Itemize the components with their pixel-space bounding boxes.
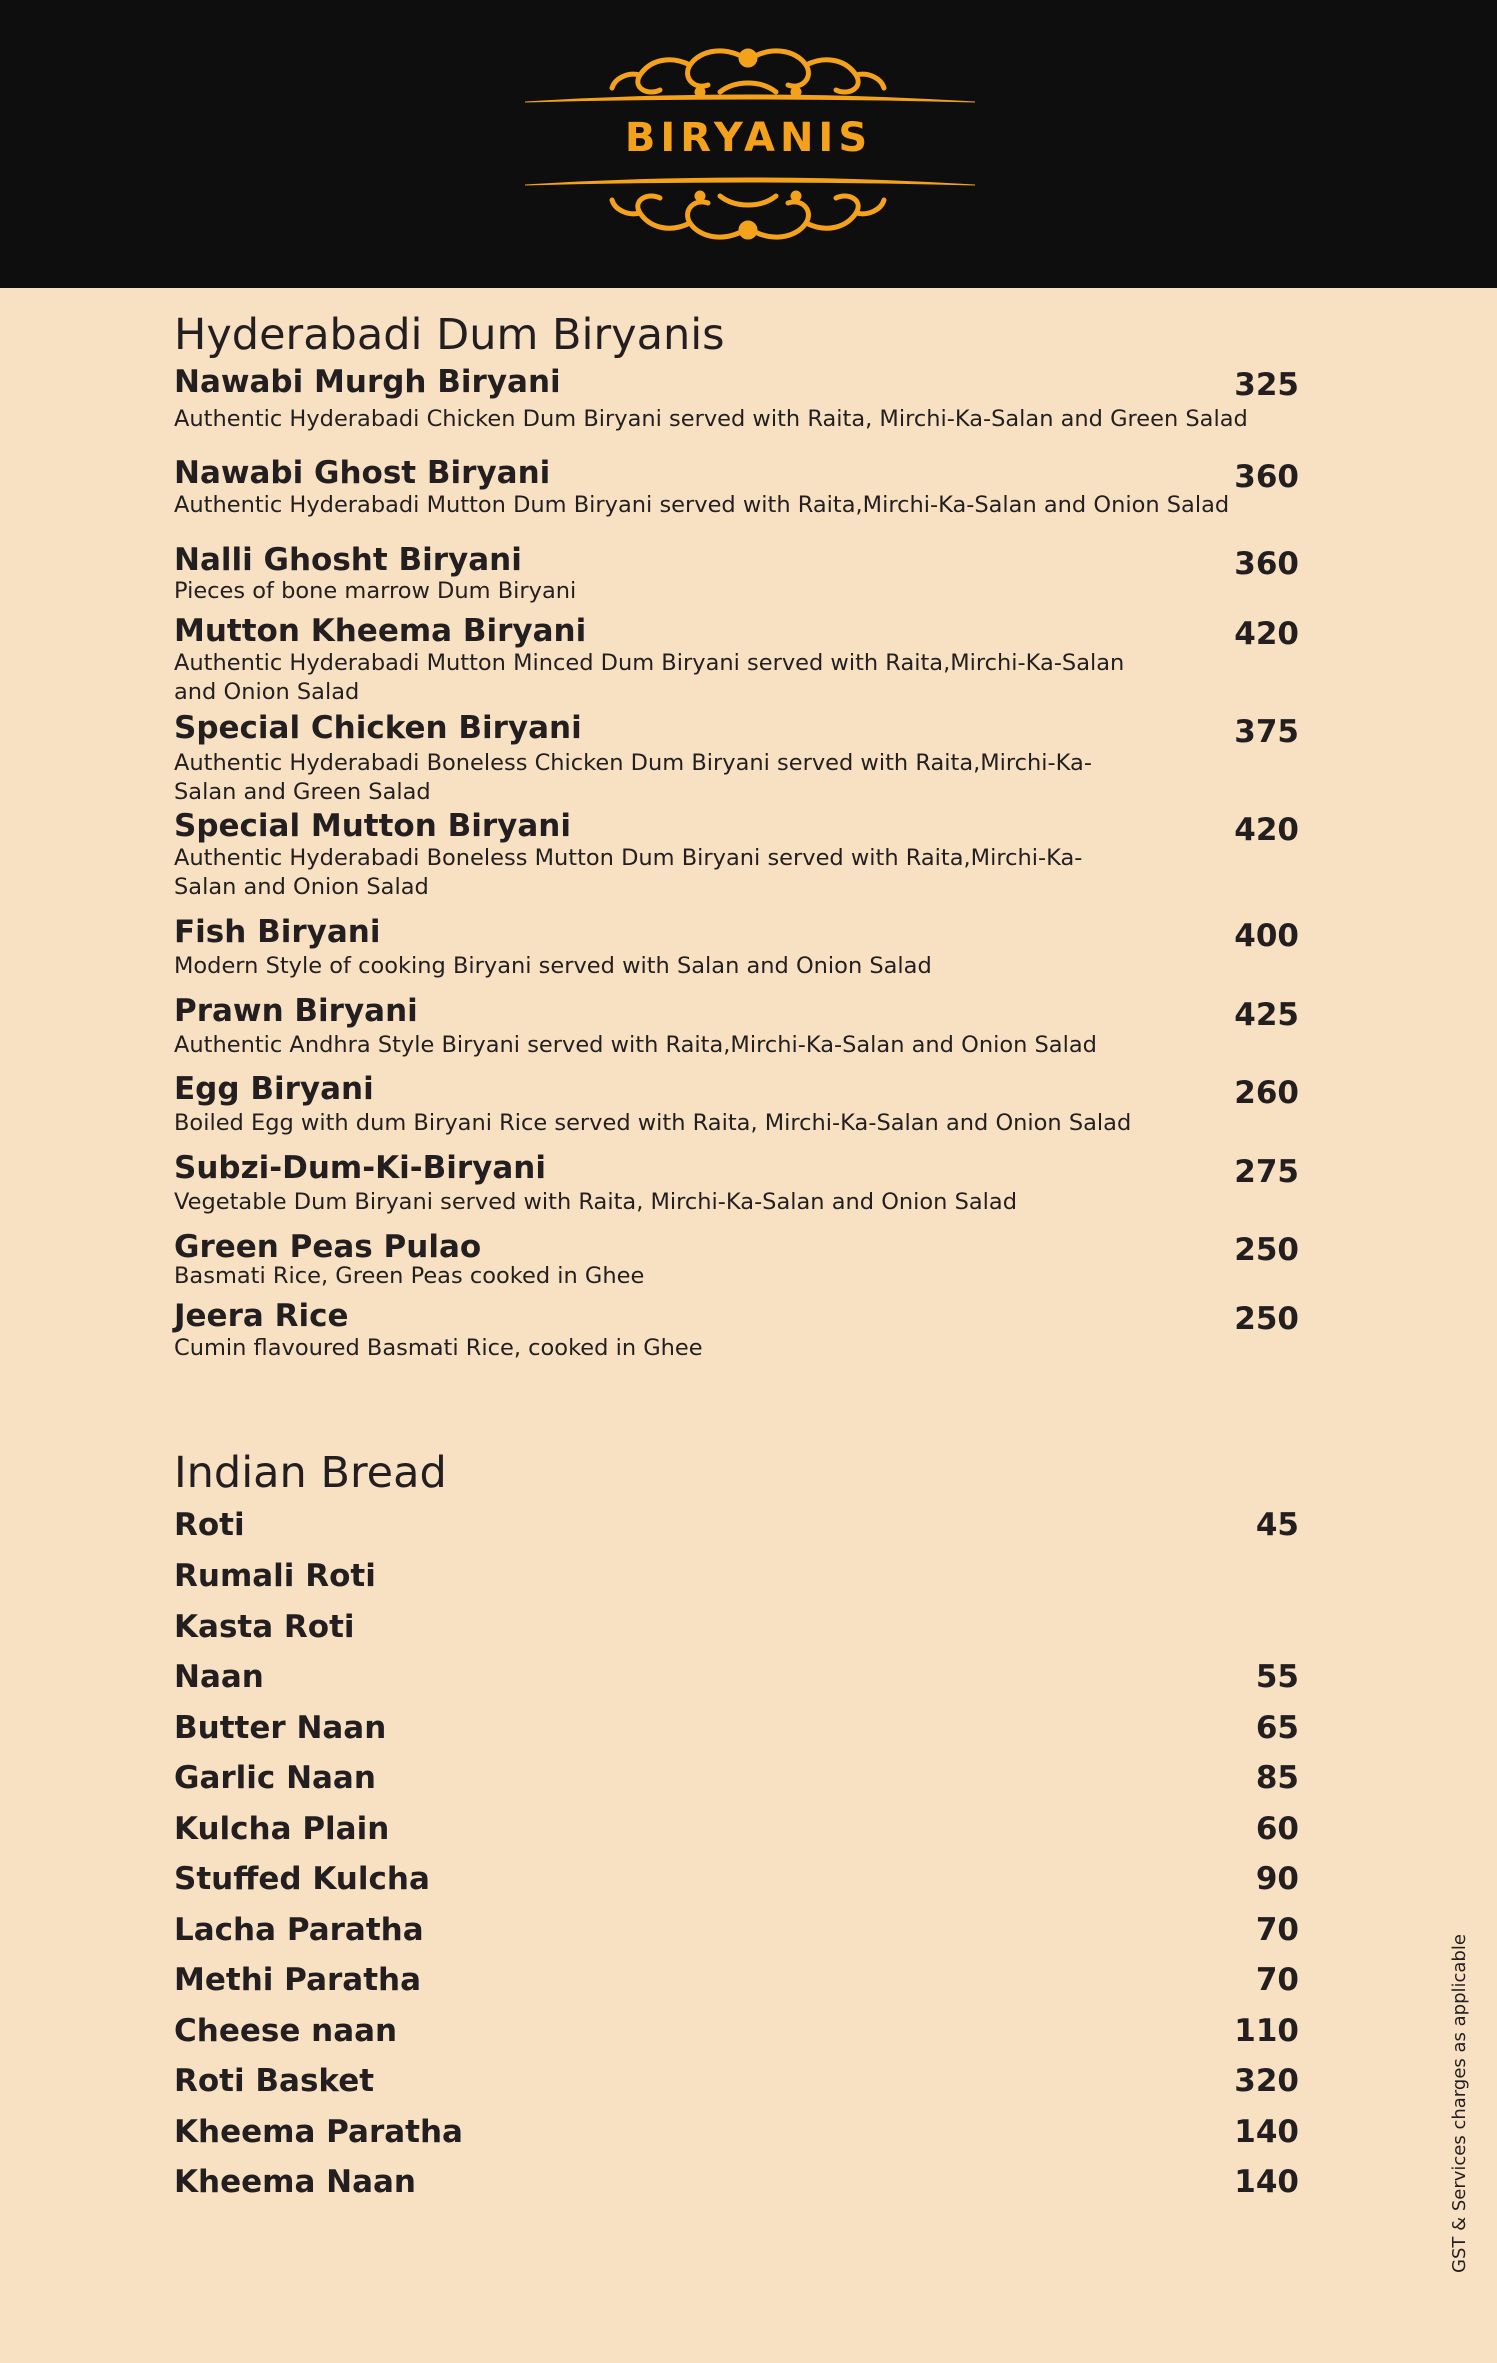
- bread-item-name: Butter Naan: [174, 1710, 387, 1746]
- menu-item-description: Boiled Egg with dum Biryani Rice served with Raita, Mirchi-Ka-Salan and Onion Salad: [174, 1110, 1132, 1136]
- bread-item-price: 55: [1255, 1659, 1299, 1695]
- bread-item-price: 140: [1234, 2164, 1299, 2200]
- bread-item-name: Kheema Paratha: [174, 2114, 463, 2150]
- bread-item-name: Roti: [174, 1507, 245, 1543]
- menu-item-description: Basmati Rice, Green Peas cooked in Ghee: [174, 1263, 645, 1289]
- bread-item-name: Kheema Naan: [174, 2164, 417, 2200]
- menu-item-description: Pieces of bone marrow Dum Biryani: [174, 578, 577, 604]
- menu-item-description: Authentic Hyderabadi Boneless Chicken Dum Biryani served with Raita,Mirchi-Ka-Salan and Green Salad: [174, 750, 1092, 805]
- menu-item-price: 275: [1234, 1154, 1299, 1190]
- menu-item-description: Vegetable Dum Biryani served with Raita, Mirchi-Ka-Salan and Onion Salad: [174, 1189, 1017, 1215]
- menu-item-price: 375: [1234, 714, 1299, 750]
- bread-item-name: Lacha Paratha: [174, 1912, 424, 1948]
- menu-item-price: 250: [1234, 1301, 1299, 1337]
- menu-item-description: Authentic Hyderabadi Mutton Dum Biryani served with Raita,Mirchi-Ka-Salan and Onion Salad: [174, 492, 1230, 518]
- menu-item-name: Nawabi Murgh Biryani: [174, 364, 561, 400]
- section-title-breads: Indian Bread: [174, 1448, 447, 1498]
- bread-item-price: 70: [1255, 1912, 1299, 1948]
- menu-item-price: 250: [1234, 1232, 1299, 1268]
- menu-item-name: Prawn Biryani: [174, 993, 418, 1029]
- menu-item-name: Subzi-Dum-Ki-Biryani: [174, 1150, 546, 1186]
- menu-item-price: 400: [1234, 918, 1299, 954]
- bread-item-price: 65: [1255, 1710, 1299, 1746]
- bread-item-name: Kasta Roti: [174, 1609, 355, 1645]
- header-banner: [0, 0, 1497, 288]
- bread-item-name: Kulcha Plain: [174, 1811, 390, 1847]
- menu-item-name: Fish Biryani: [174, 914, 381, 950]
- menu-item-price: 420: [1234, 616, 1299, 652]
- bread-item-name: Roti Basket: [174, 2063, 375, 2099]
- menu-item-name: Special Chicken Biryani: [174, 710, 582, 746]
- bread-item-price: 320: [1234, 2063, 1299, 2099]
- bread-item-name: Naan: [174, 1659, 264, 1695]
- menu-item-name: Special Mutton Biryani: [174, 808, 571, 844]
- menu-item-name: Mutton Kheema Biryani: [174, 613, 587, 649]
- menu-item-name: Jeera Rice: [174, 1298, 349, 1334]
- menu-item-price: 420: [1234, 812, 1299, 848]
- menu-item-name: Nawabi Ghost Biryani: [174, 455, 551, 491]
- page-title: BIRYANIS: [624, 115, 873, 161]
- bread-item-price: 110: [1234, 2013, 1299, 2049]
- menu-item-price: 425: [1234, 997, 1299, 1033]
- bread-item-name: Cheese naan: [174, 2013, 398, 2049]
- menu-item-description: Modern Style of cooking Biryani served with Salan and Onion Salad: [174, 953, 932, 979]
- menu-item-price: 360: [1234, 459, 1299, 495]
- tax-footnote: GST & Services charges as applicable: [1449, 1934, 1470, 2273]
- menu-item-description: Authentic Andhra Style Biryani served with Raita,Mirchi-Ka-Salan and Onion Salad: [174, 1032, 1097, 1058]
- menu-item-price: 260: [1234, 1075, 1299, 1111]
- menu-item-name: Nalli Ghosht Biryani: [174, 542, 522, 578]
- menu-item-name: Green Peas Pulao: [174, 1229, 482, 1265]
- menu-item-description: Authentic Hyderabadi Boneless Mutton Dum Biryani served with Raita,Mirchi-Ka-Salan and Onion Salad: [174, 845, 1083, 900]
- bread-item-price: 90: [1255, 1861, 1299, 1897]
- menu-item-description: Cumin flavoured Basmati Rice, cooked in Ghee: [174, 1335, 703, 1361]
- section-title-biryanis: Hyderabadi Dum Biryanis: [174, 310, 725, 360]
- menu-item-price: 325: [1234, 367, 1299, 403]
- menu-item-price: 360: [1234, 546, 1299, 582]
- bread-item-name: Rumali Roti: [174, 1558, 376, 1594]
- bread-item-name: Methi Paratha: [174, 1962, 422, 1998]
- bread-item-price: 140: [1234, 2114, 1299, 2150]
- menu-item-description: Authentic Hyderabadi Mutton Minced Dum Biryani served with Raita,Mirchi-Ka-Salan and Onion Salad: [174, 650, 1125, 705]
- bread-item-price: 45: [1255, 1507, 1299, 1543]
- bread-item-name: Garlic Naan: [174, 1760, 376, 1796]
- bread-item-price: 70: [1255, 1962, 1299, 1998]
- menu-item-name: Egg Biryani: [174, 1071, 374, 1107]
- bread-item-price: 60: [1255, 1811, 1299, 1847]
- menu-item-description: Authentic Hyderabadi Chicken Dum Biryani served with Raita, Mirchi-Ka-Salan and Green Salad: [174, 406, 1248, 432]
- bread-item-price: 85: [1255, 1760, 1299, 1796]
- bread-item-name: Stuffed Kulcha: [174, 1861, 430, 1897]
